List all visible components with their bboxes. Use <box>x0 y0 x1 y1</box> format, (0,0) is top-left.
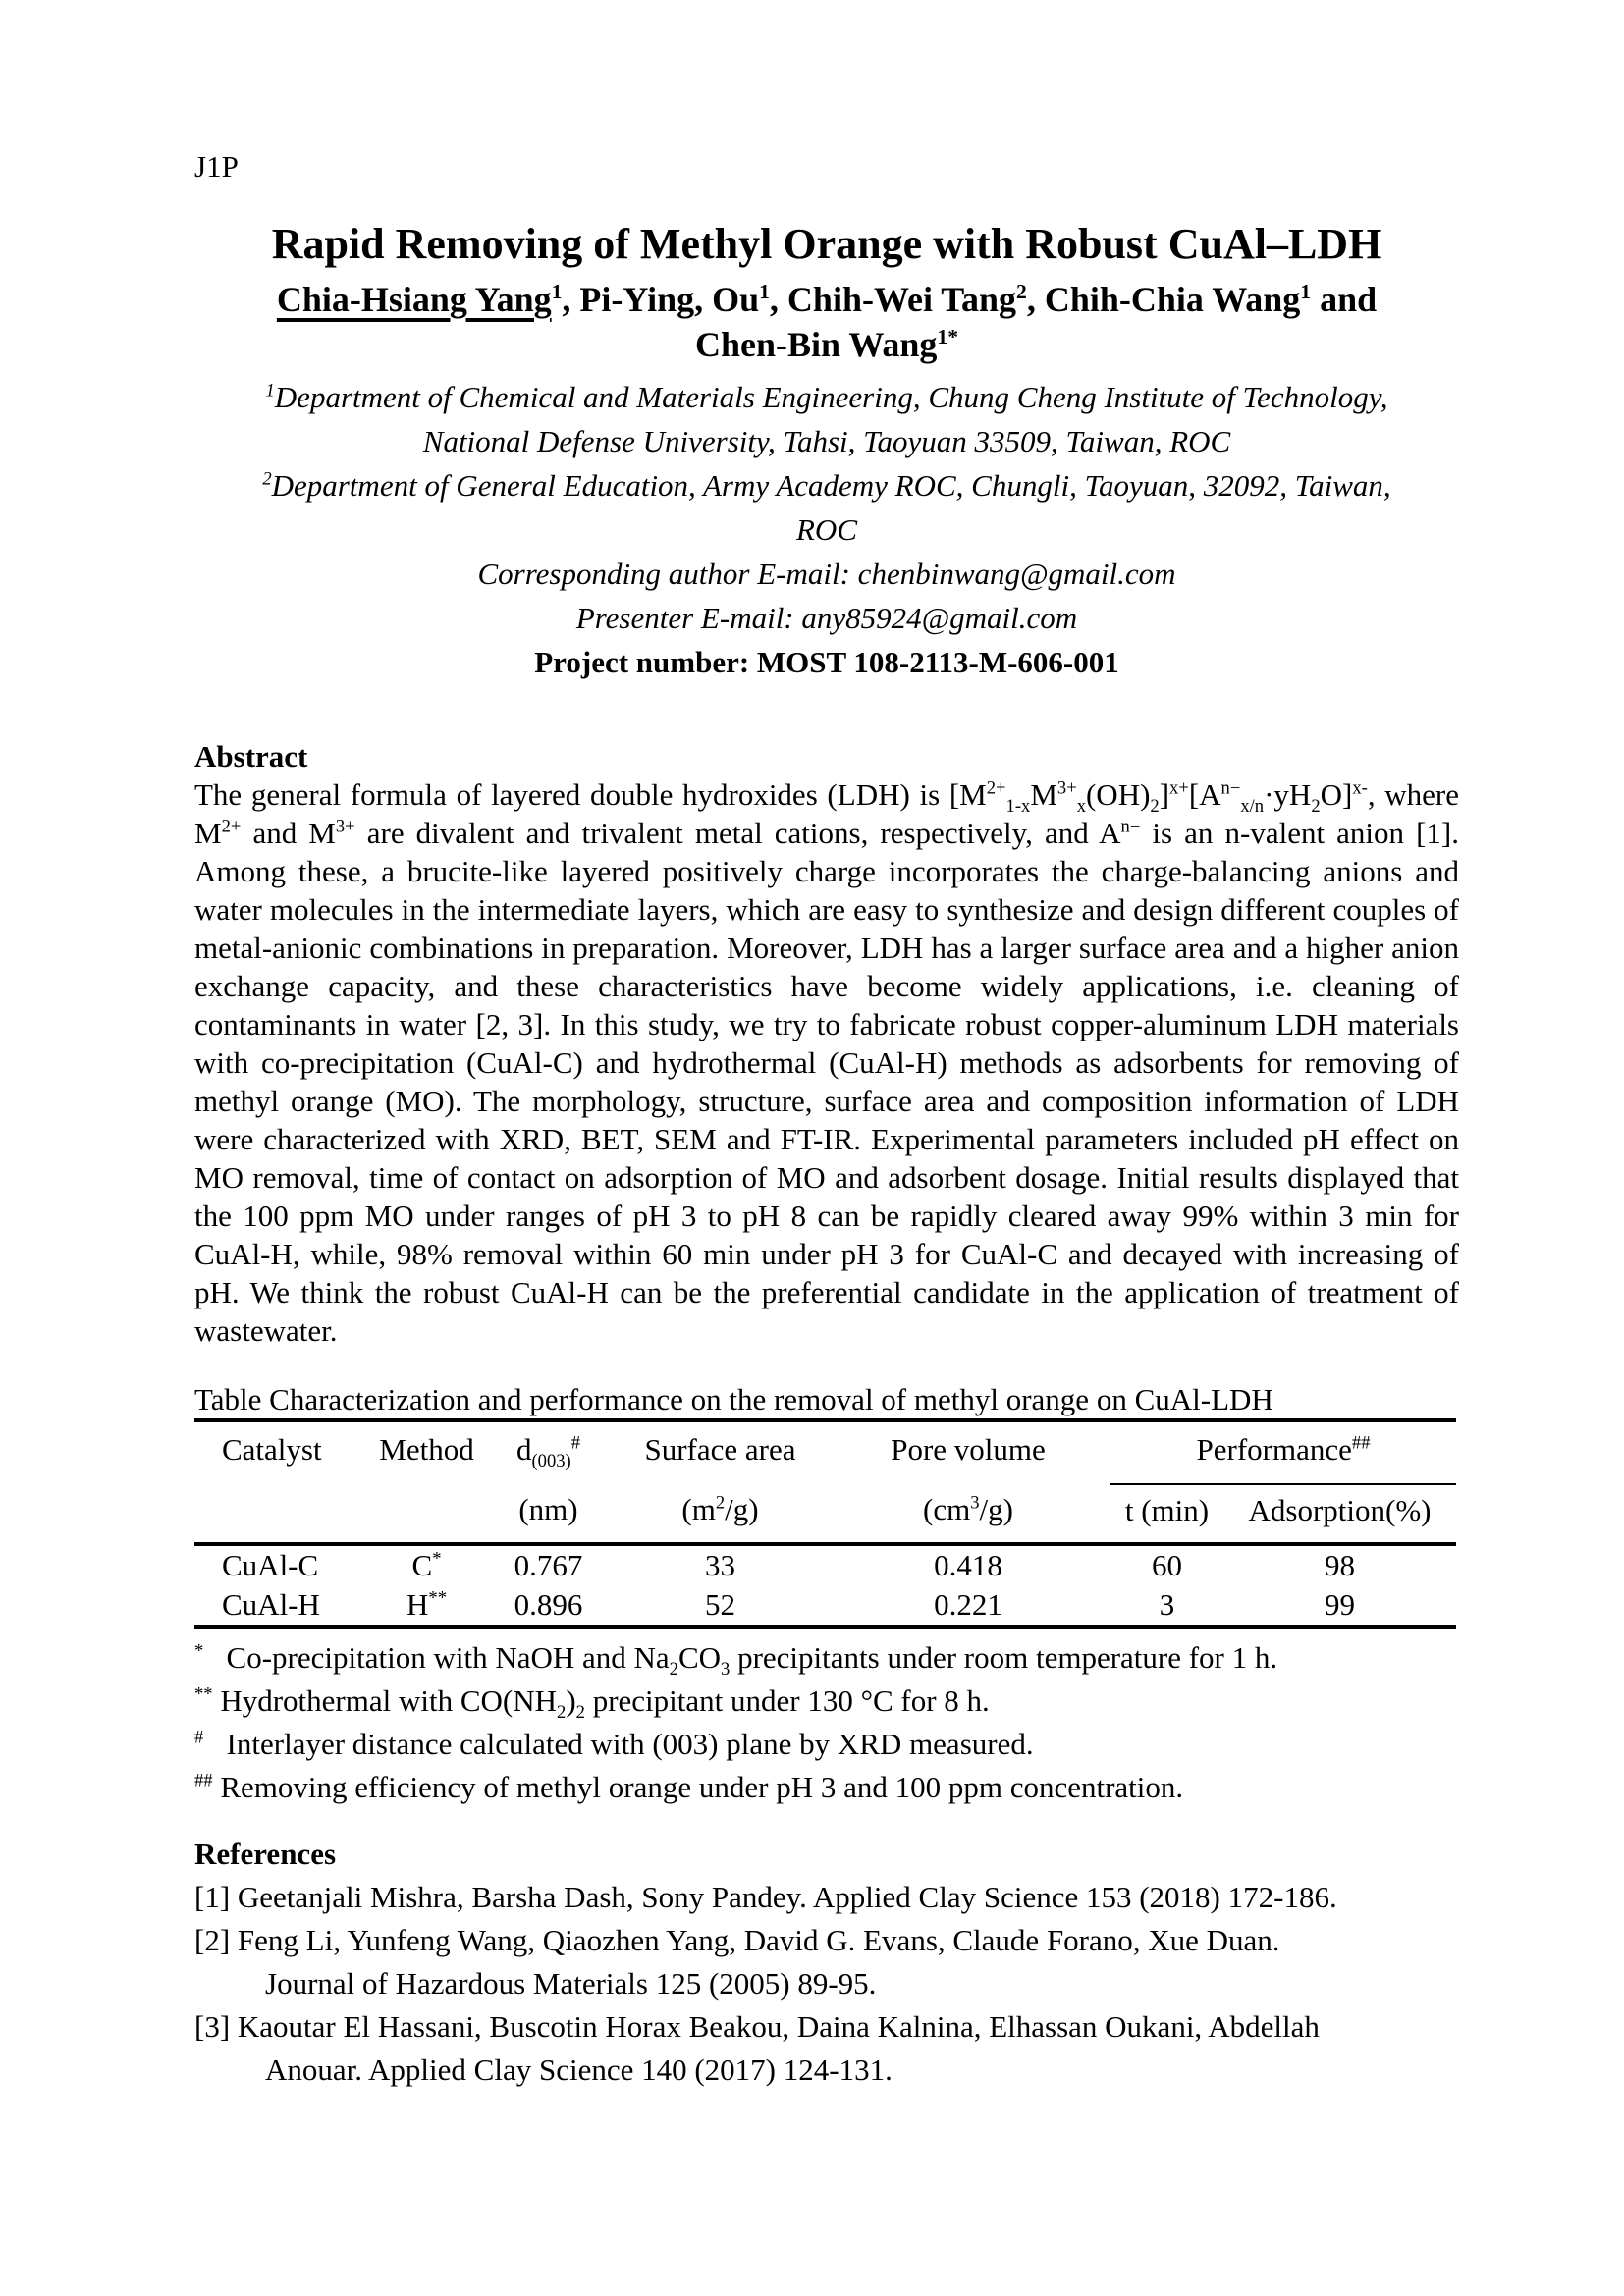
affiliation-line-4: ROC <box>796 512 857 547</box>
cell-method: H** <box>406 1587 447 1622</box>
cell-pore-volume: 0.221 <box>934 1587 1002 1622</box>
col-header-adsorption: Adsorption(%) <box>1223 1484 1456 1544</box>
abstract-heading: Abstract <box>194 739 308 774</box>
cell-surface-area: 33 <box>705 1548 735 1582</box>
results-table <box>194 1418 1456 1629</box>
col-header-time: t (min) <box>1110 1484 1223 1544</box>
cell-adsorption: 99 <box>1325 1587 1355 1622</box>
footnote-interlayer: # Interlayer distance calculated with (003) plane by XRD measured. <box>194 1727 1034 1761</box>
authors-line-2: Chen-Bin Wang$^{1*}$ <box>694 325 959 364</box>
cell-time: 60 <box>1152 1548 1182 1582</box>
cell-catalyst: CuAl-C <box>222 1548 319 1582</box>
cell-d003: 0.896 <box>514 1587 583 1622</box>
footnote-coprecipitation: * Co-precipitation with NaOH and $Na_2CO_3$ precipitants under room temperature for 1 h. <box>194 1640 1278 1681</box>
affiliation-line-1: $^1$Department of Chemical and Materials Engineering, Chung Cheng Institute of Technology, <box>265 380 1388 414</box>
reference-item-3: [3] Kaoutar El Hassani, Buscotin Horax Beakou, Daina Kalnina, Elhassan Oukani, Abdellah Anouar. Applied Clay Science 140 (2017) 124-131. <box>194 2009 1320 2087</box>
table-caption: Table Characterization and performance on the removal of methyl orange on CuAl-LDH <box>194 1382 1273 1416</box>
authors-line-1: Chia-Hsiang Yang$^1$, Pi-Ying, Ou$^1$, Chih-Wei Tang$^2$, Chih-Chia Wang$^1$ and <box>276 280 1378 319</box>
page-code: J1P <box>194 149 239 184</box>
cell-pore-volume: 0.418 <box>934 1548 1002 1582</box>
col-header-pore-volume: Pore volume <box>891 1432 1046 1467</box>
footnote-removing-efficiency: ## Removing efficiency of methyl orange under pH 3 and 100 ppm concentration. <box>194 1770 1184 1804</box>
references-heading: References <box>194 1837 337 1871</box>
project-number-line: Project number: MOST 108-2113-M-606-001 <box>534 645 1119 679</box>
affiliation-line-3: $^2$Department of General Education, Army Academy ROC, Chungli, Taoyuan, 32092, Taiwan, <box>262 468 1391 503</box>
authors-block <box>194 277 1459 367</box>
cell-surface-area: 52 <box>705 1587 735 1622</box>
abstract-body: The general formula of layered double hydroxides (LDH) is $[M^{2+}_{1-x}M^{3+}_x(OH)_2]^{x+}[A^{n-}_{x/n}\cdot yH_2O]^{x-}$, where $M^{2+}$ and $M^{3+}$ are divalent and trivalent metal cations, respectively, and $A^{n-}$ is an n-valent anion [1]. Among these, a brucite-like layered positively charge incorporates the charge-balancing anions and water molecules in the intermediate layers, which are easy to synthesize and design different couples of metal-anionic combinations in preparation. Moreover, LDH has a larger surface area and a higher anion exchange capacity, and these characteristics have become widely applications, i.e. cleaning of contaminants in water [2, 3]. In this study, we try to fabricate robust copper-aluminum LDH materials with co-precipitation (CuAl-C) and hydrothermal (CuAl-H) methods as adsorbents for removing of methyl orange (MO). The morphology, structure, surface area and composition information of LDH were characterized with XRD, BET, SEM and FT-IR. Experimental parameters included pH effect on MO removal, time of contact on adsorption of MO and adsorbent dosage. Initial results displayed that the 100 ppm MO under ranges of pH 3 to pH 8 can be rapidly cleared away 99% within 3 min for CuAl-H, while, 98% removal within 60 min under pH 3 for CuAl-C and decayed with increasing of pH. We think the robust CuAl-H can be the preferential candidate in the application of treatment of wastewater. <box>194 777 1459 1348</box>
table-footnotes <box>194 1636 1459 1809</box>
table-header-row-1 <box>194 1420 1456 1484</box>
table-row-cual-h <box>194 1585 1456 1627</box>
presenter-email-line: Presenter E-mail: any85924@gmail.com <box>575 601 1078 635</box>
corresponding-author-line: Corresponding author E-mail: chenbinwang@gmail.com <box>477 557 1176 591</box>
col-unit-surface-area: $(m^2/g)$ <box>615 1484 826 1544</box>
col-header-method: Method <box>371 1420 482 1544</box>
col-unit-d003: (nm) <box>482 1484 615 1544</box>
cell-catalyst: CuAl-H <box>222 1587 320 1622</box>
cell-time: 3 <box>1159 1587 1175 1622</box>
col-header-d003: $d_{(003)}^{\#}$ <box>515 1432 581 1472</box>
col-header-performance: Performance## <box>1110 1420 1456 1484</box>
cell-adsorption: 98 <box>1325 1548 1355 1582</box>
affiliation-line-2: National Defense University, Tahsi, Taoyuan 33509, Taiwan, ROC <box>422 424 1231 458</box>
affiliations-block <box>194 375 1459 552</box>
table-row-cual-c <box>194 1544 1456 1585</box>
col-header-surface-area: Surface area <box>644 1432 796 1467</box>
col-unit-pore-volume: $(cm^3/g)$ <box>826 1484 1110 1544</box>
cell-d003: 0.767 <box>514 1548 583 1582</box>
footnote-hydrothermal: ** Hydrothermal with $CO(NH_2)_2$ precipitant under 130 °C for 8 h. <box>194 1683 990 1724</box>
paper-title: Rapid Removing of Methyl Orange with Robust CuAl–LDH <box>271 220 1382 268</box>
cell-method: C* <box>411 1548 442 1582</box>
reference-item-1: [1] Geetanjali Mishra, Barsha Dash, Sony Pandey. Applied Clay Science 153 (2018) 172-186. <box>194 1880 1337 1914</box>
reference-item-2: [2] Feng Li, Yunfeng Wang, Qiaozhen Yang, David G. Evans, Claude Forano, Xue Duan. Journal of Hazardous Materials 125 (2005) 89-95. <box>194 1923 1280 2001</box>
col-header-catalyst: Catalyst <box>194 1420 371 1544</box>
